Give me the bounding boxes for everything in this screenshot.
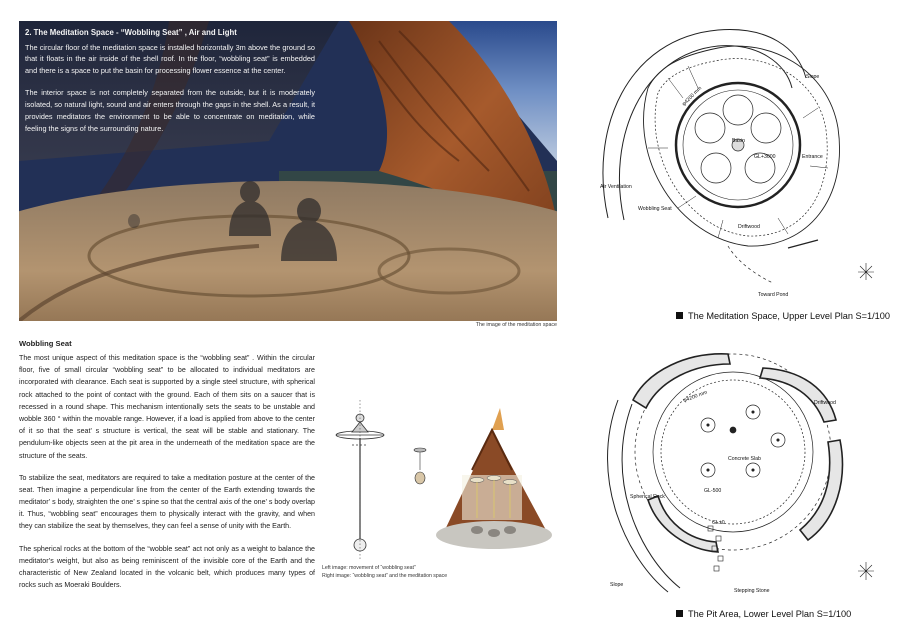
body-paragraph: The spherical rocks at the bottom of the “wobble seat” act not only as a weight to balance the meditator’s weight, but also as being reminiscent of the invisible core of the Earth and the characteristic of New Zealand located in the volcanic belt, which produces many types of rocks such as Moeraki Boulders.	[19, 544, 315, 590]
label-toward-pond: Toward Pond	[758, 292, 789, 298]
title-square-icon	[676, 312, 683, 319]
lower-plan-title-text: The Pit Area, Lower Level Plan S=1/100	[688, 609, 852, 619]
upper-plan-title-text: The Meditation Space, Upper Level Plan S=1/100	[688, 311, 890, 321]
label-air-ventilation: Air Ventilation	[600, 184, 632, 190]
illustration-art	[322, 400, 562, 562]
label-dimension: φ4200 mm	[681, 85, 704, 108]
hero-text-block	[25, 27, 315, 134]
section-heading: Wobbling Seat	[19, 339, 72, 348]
hero-title: 2. The Meditation Space - “Wobbling Seat” , Air and Light	[25, 28, 237, 37]
upper-plan-drawing	[588, 8, 888, 312]
wobbling-seat-diagram	[336, 400, 384, 560]
wobbling-seat-section	[19, 337, 315, 591]
label-driftwood: Driftwood	[738, 224, 760, 230]
lower-plan-drawing	[588, 330, 888, 608]
label-slope: Slope	[806, 74, 820, 80]
label-basin: Basin	[732, 138, 745, 144]
label-gl-zero: GL±0	[712, 520, 725, 526]
label-stepping-stone: Stepping Stone	[734, 588, 770, 594]
body-paragraph: To stabilize the seat, meditators are required to take a meditation posture at the center of the seat. Then imagine a perpendicular line from the center of the Earth extending towards the meditator’ s body, straighten the one’ s spine so that the central axis of the one’ s body overlap it. Thus, “wobbling seat” encourages them to physically interact with the gravity, and when they can stabilize the seat by themselves, they can feel a sense of unity with the Earth.	[19, 473, 315, 531]
label-slope: Slope	[610, 582, 624, 588]
cone-rendering	[436, 408, 552, 549]
caption-left: Left image: movement of “wobbling seat”	[322, 565, 416, 571]
label-driftwood: Driftwood	[814, 400, 836, 406]
illustration-caption	[322, 565, 562, 581]
label-entrance: Entrance	[802, 154, 823, 160]
hero-paragraph: The interior space is not completely separated from the outside, but it is moderately isolated, so natural light, sound and air enters through the gaps in the shell. As a result, it provides meditators the environment to be able to concentrate on meditation, while feeling the signs of the surrounding nature.	[25, 88, 315, 133]
caption-right: Right image: “wobbling seat” and the meditation space	[322, 572, 448, 579]
body-paragraph: The most unique aspect of this meditation space is the “wobbling seat” . Within the circular floor, five of small circular “wobbling seat” to be allocated to individual meditators are incorporated with clearance. Each seat is supported by a single steel structure, with spherical rock attached to the point of contact with the ground. Each of them sits on a saucer that is recessed in a round shape. This mechanism intentionally sets the seats to be unstable and wobble 360 ° within the movable range. However, if a load is applied from above to the center of it so that the seat’ s structure is vertical, the seat will be stable and stationary. The pendulum-like objects seen at the pit area in the underneath of the meditation space are the structure of the seats.	[19, 354, 315, 460]
title-square-icon	[676, 610, 683, 617]
lower-plan-title	[676, 609, 851, 619]
label-dimension: φ4200 mm	[682, 389, 709, 404]
upper-plan-title	[676, 311, 890, 321]
label-gl: GL+3000	[754, 154, 776, 160]
label-wobbling-seat: Wobbling Seat	[638, 206, 672, 212]
label-gl-minus: GL-500	[704, 488, 722, 494]
lower-level-plan	[588, 330, 888, 608]
hero-paragraph: The circular floor of the meditation space is installed horizontally 3m above the ground so that it floats in the air inside of the shell roof. In the floor, “wobbling seat” is embedded and there is a space to put the basin for processing flower essence at the center.	[25, 42, 315, 76]
hero-caption: The image of the meditation space	[475, 322, 557, 328]
upper-level-plan	[588, 8, 888, 312]
meditation-space-rendering	[19, 21, 557, 321]
label-concrete-slab: Concrete Slab	[728, 456, 761, 462]
label-spherical-rock: Spherical Rock	[630, 494, 665, 500]
wobbling-seat-illustrations	[322, 400, 562, 562]
